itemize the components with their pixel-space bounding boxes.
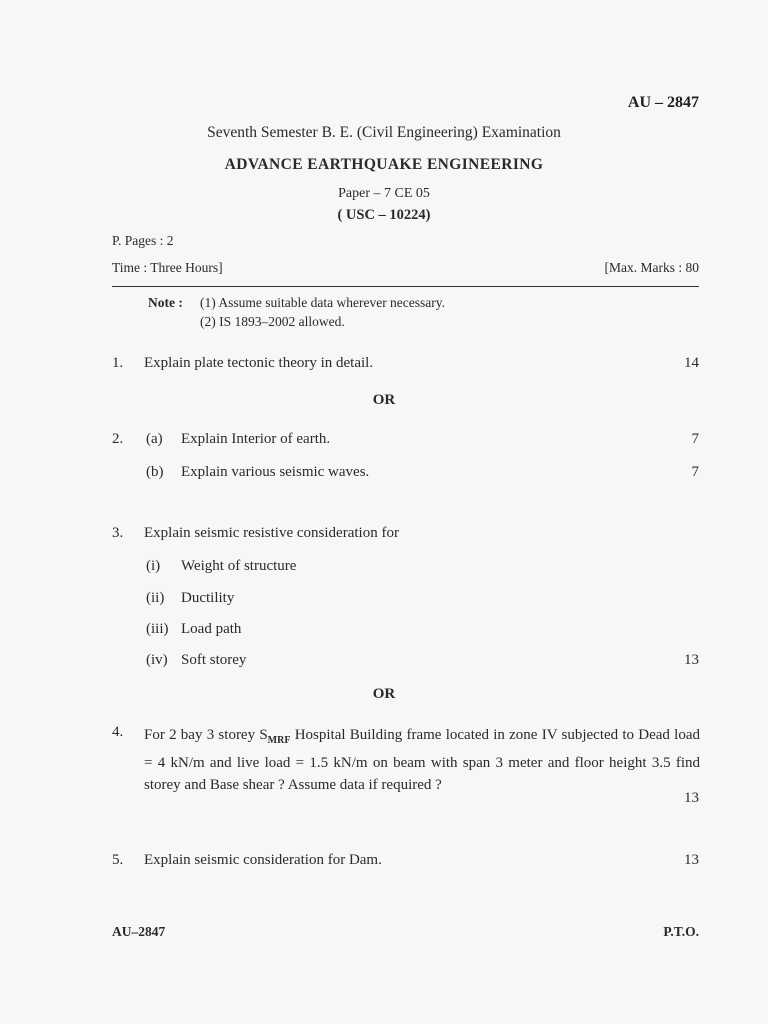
question-text: Explain plate tectonic theory in detail. — [144, 355, 374, 371]
question-number: 5. — [112, 852, 124, 868]
question-number: 3. — [112, 525, 124, 541]
subscript-text: MRF — [267, 735, 291, 746]
exam-time: Time : Three Hours] — [112, 260, 223, 275]
part-label: (a) — [146, 431, 163, 447]
question-text: Explain seismic resistive consideration for — [144, 525, 399, 541]
page-turn-label: P.T.O. — [663, 924, 699, 939]
paper-number: Paper – 7 CE 05 — [338, 186, 430, 201]
exam-title: Seventh Semester B. E. (Civil Engineering) Examination — [207, 124, 561, 141]
question-marks: 13 — [684, 790, 699, 806]
note-item: (1) Assume suitable data wherever necessary. — [200, 295, 446, 310]
header-divider — [112, 286, 699, 287]
part-text: Explain various seismic waves. — [181, 464, 370, 480]
question-number: 4. — [112, 724, 124, 740]
or-separator: OR — [372, 392, 396, 408]
question-number: 2. — [112, 431, 124, 447]
usc-code: ( USC – 10224) — [337, 207, 431, 223]
question-text: For 2 bay 3 storey $S_{MRF}$ Hospital Building frame located in zone IV subjected to Dead load = 4 kN/m and live load = 1.5 kN/m on beam with span 3 meter and floor height 3.5 find storey and Base shear ? Assume data if required ? — [144, 727, 700, 793]
part-label: (ii) — [146, 590, 165, 606]
part-label: (iii) — [146, 621, 169, 637]
part-text: Weight of structure — [181, 558, 297, 574]
paper-code: AU – 2847 — [627, 94, 699, 111]
page-count: P. Pages : 2 — [112, 233, 174, 248]
part-label: (b) — [146, 464, 164, 480]
part-marks: 7 — [691, 431, 699, 447]
part-label: (i) — [146, 558, 161, 574]
part-text: Ductility — [181, 590, 235, 606]
question-number: 1. — [112, 355, 124, 371]
part-label: (iv) — [146, 652, 168, 668]
question-marks: 13 — [684, 852, 699, 868]
part-text: Load path — [181, 621, 242, 637]
footer-code: AU–2847 — [112, 924, 166, 939]
part-marks: 7 — [691, 464, 699, 480]
question-marks: 13 — [684, 652, 699, 668]
question-marks: 14 — [684, 355, 699, 371]
subject-title: ADVANCE EARTHQUAKE ENGINEERING — [224, 156, 544, 173]
note-item: (2) IS 1893–2002 allowed. — [200, 314, 345, 329]
question-text: Explain seismic consideration for Dam. — [144, 852, 382, 868]
or-separator: OR — [372, 686, 396, 702]
max-marks: [Max. Marks : 80 — [604, 260, 699, 275]
part-text: Explain Interior of earth. — [181, 431, 331, 447]
note-label: Note : — [148, 295, 183, 310]
part-text: Soft storey — [181, 652, 247, 668]
